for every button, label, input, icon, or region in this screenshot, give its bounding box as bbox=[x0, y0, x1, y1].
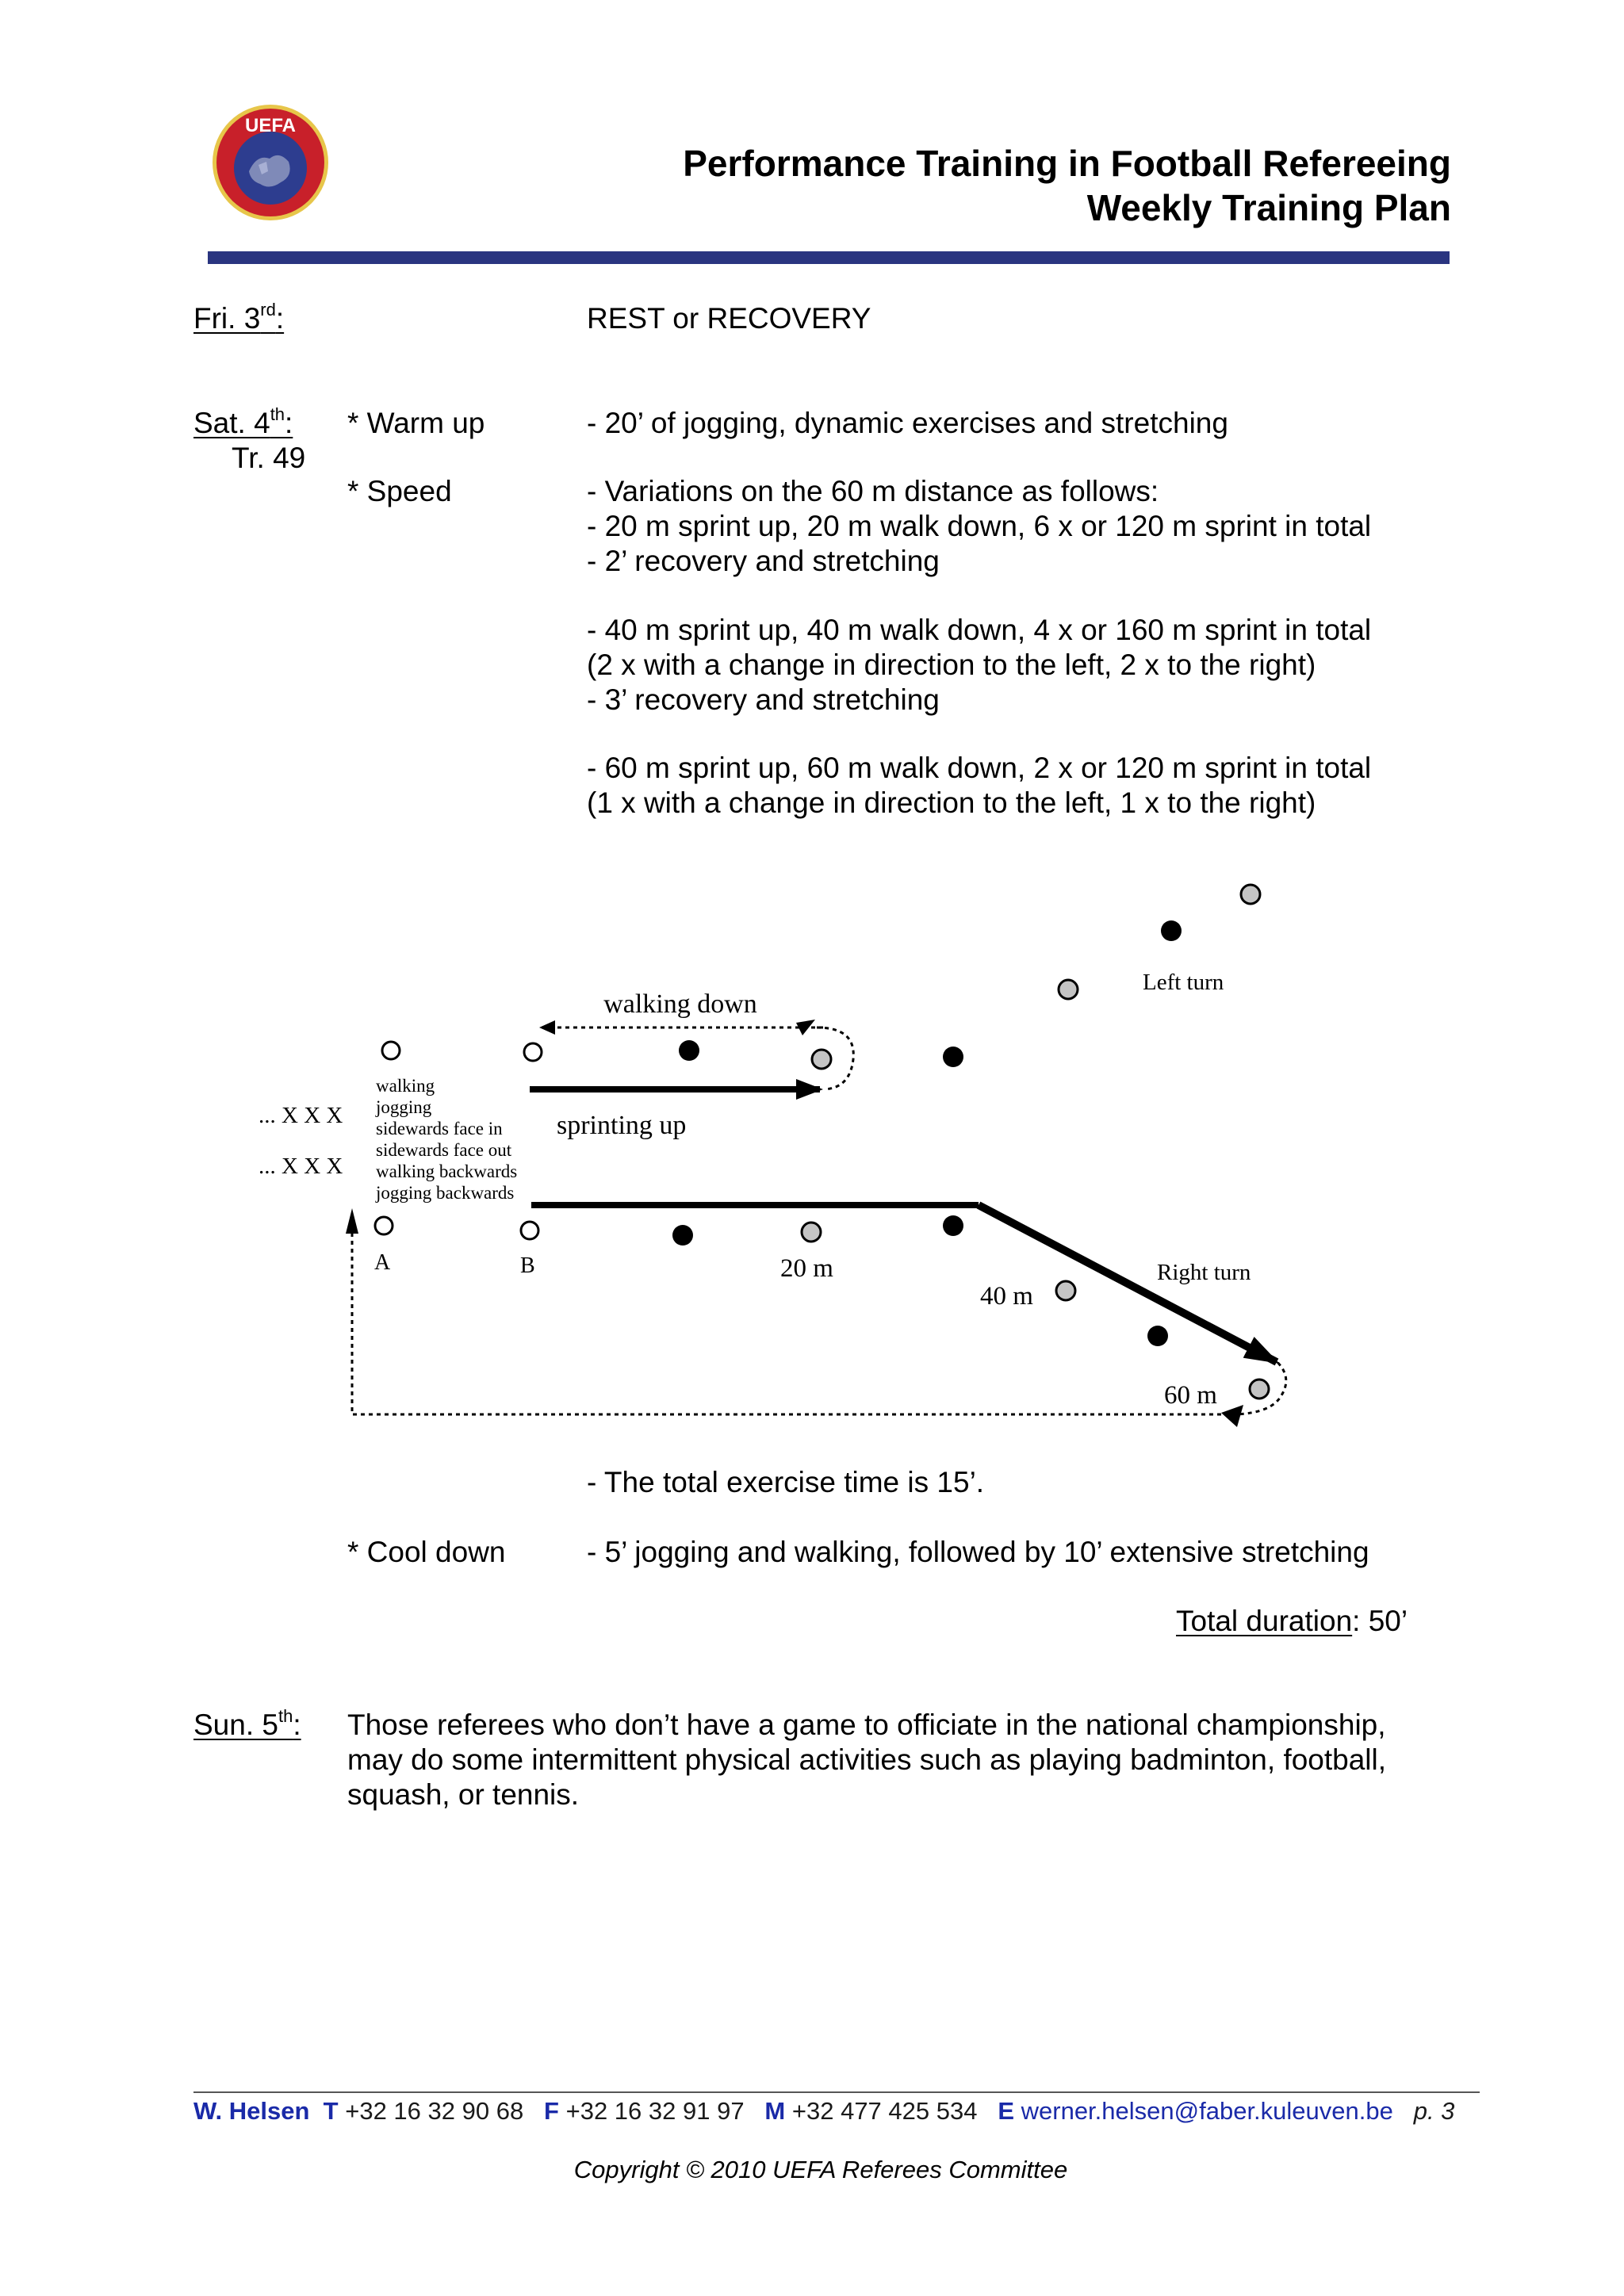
point-b-label: B bbox=[520, 1253, 535, 1278]
copyright: Copyright © 2010 UEFA Referees Committee bbox=[573, 2156, 1068, 2183]
total-duration bbox=[1176, 1604, 1408, 1639]
cone-white bbox=[382, 1042, 400, 1059]
cone-grey bbox=[1250, 1380, 1269, 1399]
sprinting-up-label: sprinting up bbox=[557, 1111, 687, 1140]
distance-20m-label: 20 m bbox=[780, 1254, 833, 1283]
sunday-line: squash, or tennis. bbox=[347, 1778, 580, 1811]
author-name: W. Helsen bbox=[193, 2097, 310, 2125]
cone-grey bbox=[1056, 1281, 1075, 1300]
right-turn-label: Right turn bbox=[1157, 1260, 1251, 1285]
header-rule bbox=[208, 251, 1450, 264]
training-number: Tr. 49 bbox=[232, 442, 306, 474]
left-turn-label: Left turn bbox=[1143, 970, 1224, 995]
cone-grey bbox=[1059, 980, 1078, 999]
saturday-day-label: Sat. 4th: bbox=[193, 404, 293, 439]
footer-contact: W. Helsen T +32 16 32 90 68 F +32 16 32 91 97 M +32 477 425 534 E werner.helsen@faber.kuleuven.be p. 3 bbox=[193, 2097, 1455, 2125]
distance-40m-label: 40 m bbox=[980, 1282, 1033, 1311]
speed-line: (1 x with a change in direction to the left, 1 x to the right) bbox=[587, 786, 1316, 819]
document-subtitle: Weekly Training Plan bbox=[1086, 187, 1451, 228]
mode-label: jogging backwards bbox=[376, 1183, 515, 1203]
total-exercise-time: - The total exercise time is 15’. bbox=[587, 1466, 985, 1498]
document-title: Performance Training in Football Refereeing bbox=[683, 143, 1451, 184]
mobile-number: +32 477 425 534 bbox=[791, 2097, 978, 2125]
cone-black bbox=[943, 1047, 963, 1067]
cone-black bbox=[1161, 920, 1182, 941]
speed-line: (2 x with a change in direction to the left, 2 x to the right) bbox=[587, 649, 1316, 681]
mode-label: sidewards face in bbox=[376, 1119, 503, 1138]
page-number: p. 3 bbox=[1413, 2097, 1455, 2125]
return-path bbox=[352, 1221, 1221, 1414]
mode-label: walking bbox=[376, 1076, 435, 1096]
speed-line: - 20 m sprint up, 20 m walk down, 6 x or 120 m sprint in total bbox=[587, 510, 1372, 542]
email-link[interactable]: werner.helsen@faber.kuleuven.be bbox=[1021, 2097, 1393, 2125]
speed-line: - 40 m sprint up, 40 m walk down, 4 x or 160 m sprint in total bbox=[587, 614, 1372, 646]
warmup-label: * Warm up bbox=[347, 407, 485, 439]
mode-label: jogging bbox=[376, 1097, 432, 1117]
speed-line: - 3’ recovery and stretching bbox=[587, 683, 940, 716]
speed-line: - Variations on the 60 m distance as follows: bbox=[587, 475, 1159, 507]
fax-number: +32 16 32 91 97 bbox=[565, 2097, 745, 2125]
xxx-row-2: ... X X X bbox=[259, 1154, 343, 1179]
total-duration-value: : 50’ bbox=[1352, 1605, 1408, 1637]
cooldown-text: - 5’ jogging and walking, followed by 10’ extensive stretching bbox=[587, 1536, 1369, 1568]
point-a-label: A bbox=[374, 1250, 391, 1275]
sunday-line: may do some intermittent physical activities such as playing badminton, football, bbox=[347, 1743, 1387, 1776]
sprint-drill-diagram bbox=[0, 856, 1624, 1459]
cooldown-label: * Cool down bbox=[347, 1536, 506, 1568]
cone-black bbox=[679, 1040, 699, 1061]
total-duration-label: Total duration bbox=[1176, 1605, 1353, 1637]
cone-a bbox=[375, 1217, 393, 1234]
cone-grey bbox=[802, 1223, 821, 1242]
uefa-logo bbox=[211, 103, 330, 222]
cone-grey bbox=[812, 1050, 831, 1069]
cone-black bbox=[943, 1215, 963, 1236]
speed-line: - 60 m sprint up, 60 m walk down, 2 x or 120 m sprint in total bbox=[587, 752, 1372, 784]
return-arrowhead bbox=[1221, 1405, 1243, 1427]
cone-grey bbox=[1241, 885, 1260, 904]
friday-day-label: Fri. 3rd: bbox=[193, 300, 285, 335]
cone-black bbox=[672, 1225, 693, 1246]
xxx-row-1: ... X X X bbox=[259, 1103, 343, 1128]
speed-label: * Speed bbox=[347, 475, 452, 507]
phone-number: +32 16 32 90 68 bbox=[345, 2097, 524, 2125]
sunday-line: Those referees who don’t have a game to officiate in the national championship, bbox=[347, 1709, 1386, 1741]
mode-label: sidewards face out bbox=[376, 1140, 512, 1160]
warmup-text: - 20’ of jogging, dynamic exercises and stretching bbox=[587, 407, 1228, 439]
svg-text:UEFA: UEFA bbox=[244, 115, 297, 136]
cone-b bbox=[521, 1222, 538, 1239]
walking-down-label: walking down bbox=[603, 989, 757, 1019]
footer-rule bbox=[193, 2091, 1480, 2093]
distance-60m-label: 60 m bbox=[1164, 1381, 1217, 1410]
return-up-arrowhead bbox=[346, 1208, 358, 1234]
cone-black bbox=[1147, 1326, 1168, 1346]
mode-label: walking backwards bbox=[376, 1161, 518, 1181]
speed-line: - 2’ recovery and stretching bbox=[587, 545, 940, 577]
friday-rest-text: REST or RECOVERY bbox=[587, 302, 871, 335]
cone-white bbox=[524, 1043, 542, 1061]
sunday-day-label: Sun. 5th: bbox=[193, 1706, 301, 1741]
